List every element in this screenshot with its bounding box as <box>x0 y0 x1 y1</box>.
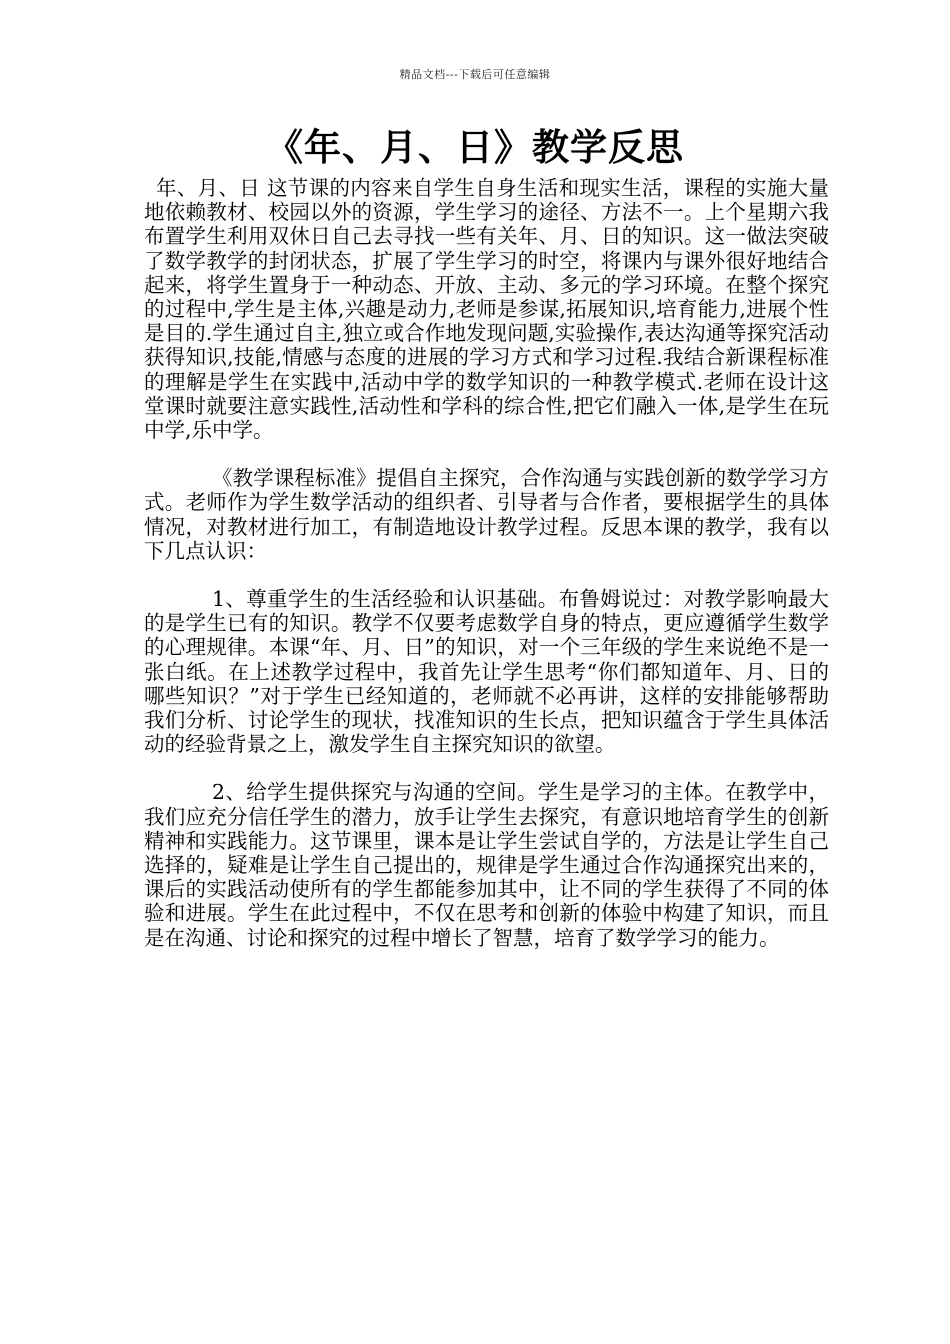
paragraph-intro: 年、月、日 这节课的内容来自学生自身生活和现实生活，课程的实施大量地依赖教材、校园以外的资源，学生学习的途径、方法不一。上个星期六我布置学生利用双休日自己去寻找一些有关年、月、日的知识。这一做法突破了数学教学的封闭状态，扩展了学生学习的时空，将课内与课外很好地结合起来，将学生置身于一种动态、开放、主动、多元的学习环境。在整个探究的过程中,学生是主体,兴趣是动力,老师是参谋,拓展知识,培育能力,进展个性是目的.学生通过自主,独立或合作地发现问题,实验操作,表达沟通等探究活动获得知识,技能,情感与态度的进展的学习方式和学习过程.我结合新课程标准的理解是学生在实践中,活动中学的数学知识的一种教学模式.老师在设计这堂课时就要注意实践性,活动性和学科的综合性,把它们融入一体,是学生在玩中学,乐中学。 <box>144 176 829 443</box>
document-title: 《年、月、日》教学反思 <box>266 125 684 169</box>
header-note: 精品文档---下载后可任意编辑 <box>399 68 551 81</box>
document-body <box>144 176 829 950</box>
paragraph-point-1: 1、尊重学生的生活经验和认识基础。布鲁姆说过：对教学影响最大的是学生已有的知识。教学不仅要考虑数学自身的特点，更应遵循学生数学的心理规律。本课“年、月、日”的知识，对一个三年级的学生来说绝不是一张白纸。在上述教学过程中，我首先让学生思考“你们都知道年、月、日的哪些知识？”对于学生已经知道的，老师就不必再讲，这样的安排能够帮助我们分析、讨论学生的现状，找准知识的生长点，把知识蕴含于学生具体活动的经验背景之上，激发学生自主探究知识的欲望。 <box>144 587 829 757</box>
paragraph-standard: 《教学课程标准》提倡自主探究，合作沟通与实践创新的数学学习方式。老师作为学生数学活动的组织者、引导者与合作者，要根据学生的具体情况，对教材进行加工，有制造地设计教学过程。反思本课的教学，我有以下几点认识： <box>144 466 829 563</box>
paragraph-point-2: 2、给学生提供探究与沟通的空间。学生是学习的主体。在教学中，我们应充分信任学生的潜力，放手让学生去探究，有意识地培育学生的创新精神和实践能力。这节课里，课本是让学生尝试自学的，方法是让学生自己选择的，疑难是让学生自己提出的，规律是学生通过合作沟通探究出来的，课后的实践活动使所有的学生都能参加其中，让不同的学生获得了不同的体验和进展。学生在此过程中，不仅在思考和创新的体验中构建了知识，而且是在沟通、讨论和探究的过程中增长了智慧，培育了数学学习的能力。 <box>144 780 829 950</box>
